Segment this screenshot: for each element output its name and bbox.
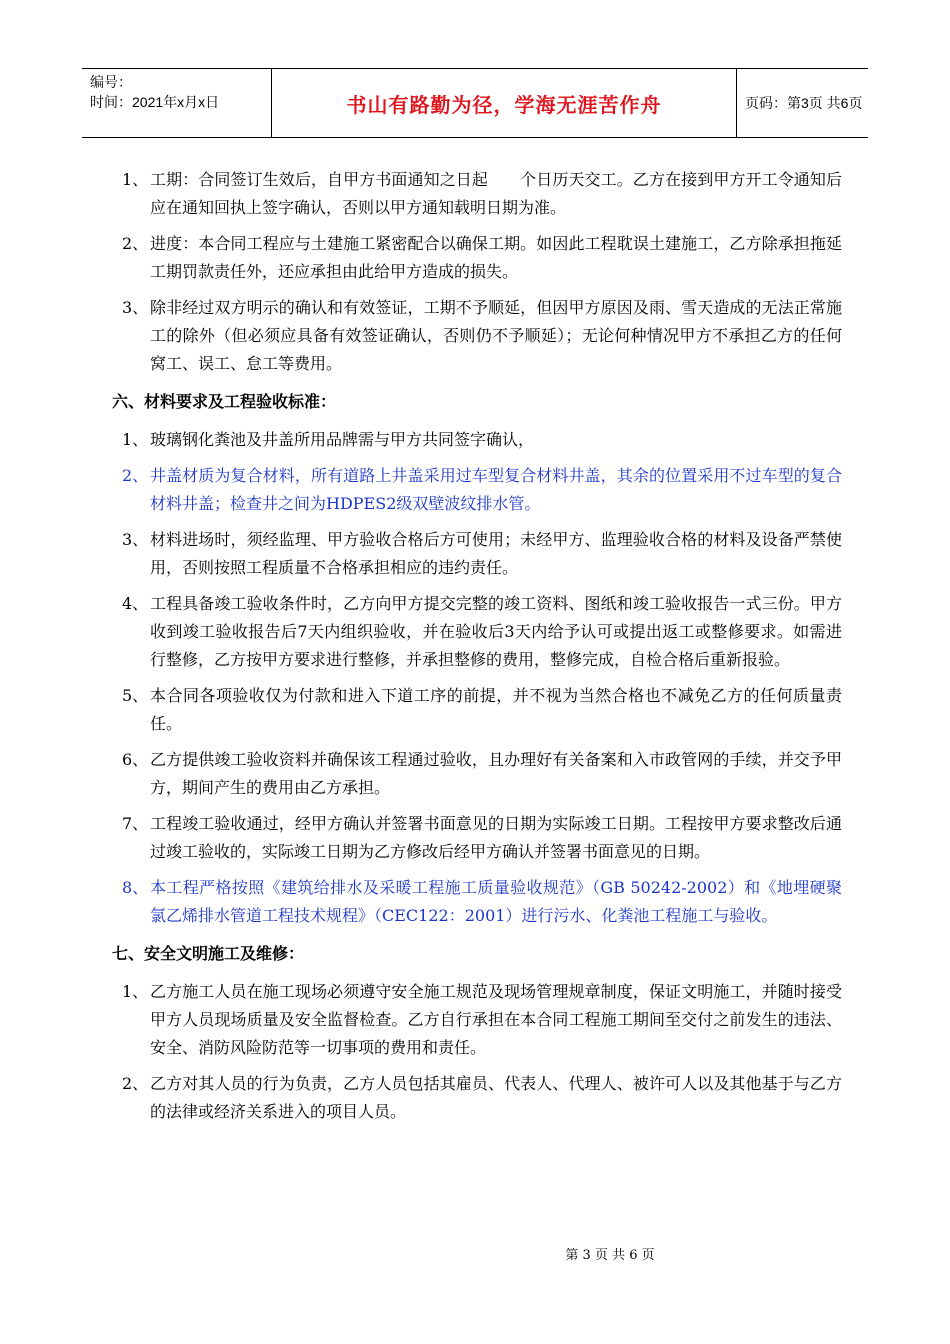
clause-number: 2、: [122, 1074, 149, 1093]
clause-item: [112, 682, 842, 738]
header-page-number: 页码：第3页 共6页: [745, 95, 863, 111]
clause-text: 进度：本合同工程应与土建施工紧密配合以确保工期。如因此工程耽误土建施工，乙方除承担拖延工期罚款责任外，还应承担由此给甲方造成的损失。: [150, 234, 842, 281]
clause-number: 1、: [122, 982, 149, 1001]
clause-text: 乙方对其人员的行为负责，乙方人员包括其雇员、代表人、代理人、被许可人以及其他基于与乙方的法律或经济关系进入的项目人员。: [150, 1074, 842, 1121]
clause-item: [112, 810, 842, 866]
header-meta: [82, 69, 272, 137]
clause-item: [112, 590, 842, 674]
clause-item: [112, 746, 842, 802]
clause-item-highlighted: [112, 874, 842, 930]
clause-text: 本合同各项验收仅为付款和进入下道工序的前提，并不视为当然合格也不减免乙方的任何质量责任。: [150, 686, 842, 733]
clause-item: [112, 526, 842, 582]
clause-text: 工期：合同签订生效后，自甲方书面通知之日起 个日历天交工。乙方在接到甲方开工令通知后应在通知回执上签字确认，否则以甲方通知载明日期为准。: [150, 170, 842, 217]
clause-number: 6、: [122, 750, 149, 769]
clause-number: 1、: [122, 170, 149, 189]
clause-text: 除非经过双方明示的确认和有效签证，工期不予顺延，但因甲方原因及雨、雪天造成的无法正常施工的除外（但必须应具备有效签证确认，否则仍不予顺延）；无论何种情况甲方不承担乙方的任何窝工、误工、怠工等费用。: [150, 298, 842, 373]
page-header: [82, 68, 868, 138]
clause-number: 1、: [122, 430, 149, 449]
document-number-label: 编号：: [90, 74, 132, 90]
clause-item: [112, 1070, 842, 1126]
clause-text: 工程具备竣工验收条件时，乙方向甲方提交完整的竣工资料、图纸和竣工验收报告一式三份。甲方收到竣工验收报告后7天内组织验收，并在验收后3天内给予认可或提出返工或整修要求。如需进行整修，乙方按甲方要求进行整修，并承担整修的费用，整修完成，自检合格后重新报验。: [150, 594, 842, 669]
clause-number: 4、: [122, 594, 149, 613]
clause-text: 井盖材质为复合材料，所有道路上井盖采用过车型复合材料井盖，其余的位置采用不过车型的复合材料井盖；检查井之间为HDPES2级双壁波纹排水管。: [150, 466, 842, 513]
page-footer: [0, 1244, 950, 1263]
clause-number: 2、: [122, 234, 149, 253]
section-heading-materials: 六、材料要求及工程验收标准：: [112, 392, 337, 411]
section-heading-safety: 七、安全文明施工及维修：: [112, 944, 305, 963]
clause-text: 工程竣工验收通过，经甲方确认并签署书面意见的日期为实际竣工日期。工程按甲方要求整改后通过竣工验收的，实际竣工日期为乙方修改后经甲方确认并签署书面意见的日期。: [150, 814, 842, 861]
clause-number: 7、: [122, 814, 149, 833]
clause-item: [112, 978, 842, 1062]
clause-item: [112, 294, 842, 378]
document-date-label: 时间：2021年x月x日: [90, 94, 220, 110]
clause-number: 2、: [122, 466, 149, 485]
clause-text: 乙方提供竣工验收资料并确保该工程通过验收，且办理好有关备案和入市政管网的手续，并交予甲方，期间产生的费用由乙方承担。: [150, 750, 842, 797]
clause-number: 3、: [122, 298, 149, 317]
clause-item: [112, 166, 842, 222]
clause-item-highlighted: [112, 462, 842, 518]
clause-number: 3、: [122, 530, 149, 549]
clause-text: 玻璃钢化粪池及井盖所用品牌需与甲方共同签字确认，: [150, 430, 535, 449]
clause-item: [112, 230, 842, 286]
footer-page-number: 第 3 页 共 6 页: [565, 1248, 655, 1263]
clause-number: 8、: [122, 878, 149, 897]
clause-text: 乙方施工人员在施工现场必须遵守安全施工规范及现场管理规章制度，保证文明施工，并随时接受甲方人员现场质量及安全监督检查。乙方自行承担在本合同工程施工期间至交付之前发生的违法、安全、消防风险防范等一切事项的费用和责任。: [150, 982, 842, 1057]
header-motto: 书山有路勤为径，学海无涯苦作舟: [272, 69, 737, 137]
clause-text: 材料进场时，须经监理、甲方验收合格后方可使用；未经甲方、监理验收合格的材料及设备严禁使用，否则按照工程质量不合格承担相应的违约责任。: [150, 530, 842, 577]
clause-text: 本工程严格按照《建筑给排水及采暖工程施工质量验收规范》（GB 50242-2002）和《地埋硬聚氯乙烯排水管道工程技术规程》（CEC122：2001）进行污水、化粪池工程施工与验收。: [150, 878, 842, 925]
clause-number: 5、: [122, 686, 149, 705]
clause-item: [112, 426, 842, 454]
document-body: [112, 166, 842, 1134]
